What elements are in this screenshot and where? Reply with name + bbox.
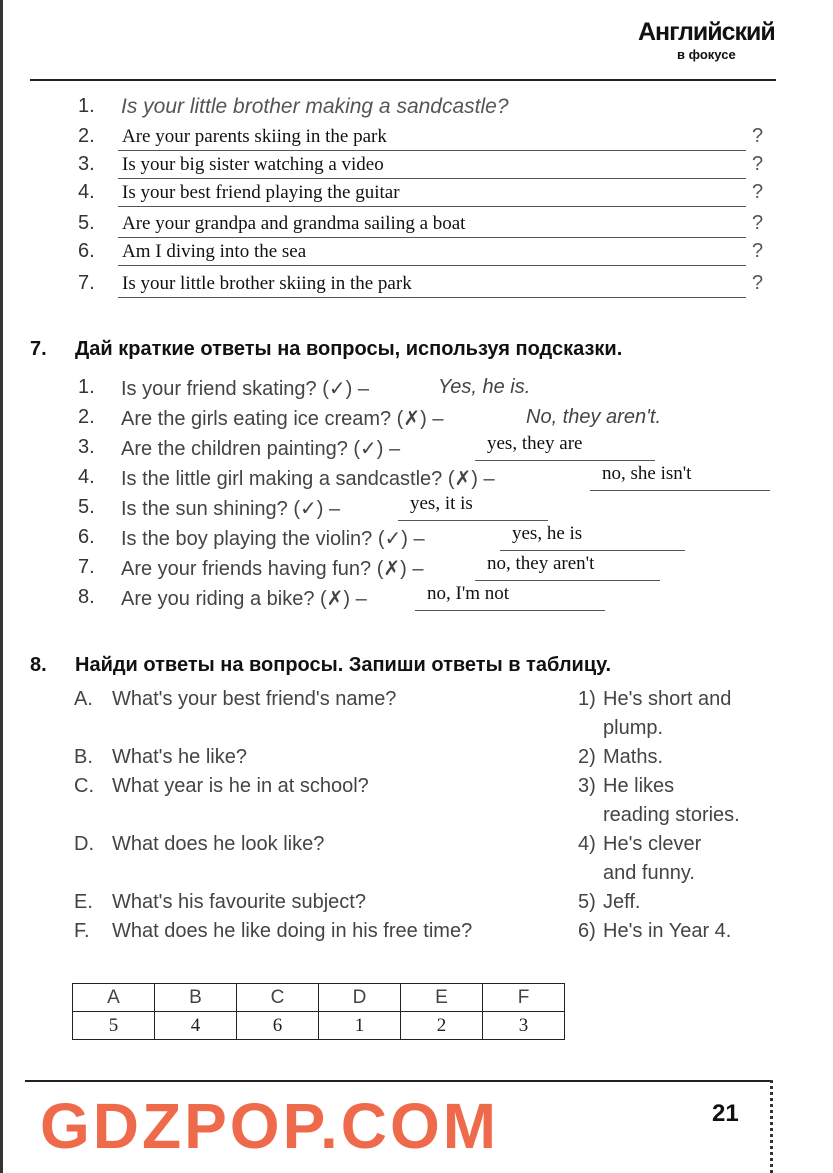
question-text: What's his favourite subject?: [112, 891, 366, 913]
answer-number: 5): [578, 891, 596, 913]
question-text: Are you riding a bike? (✗) –: [121, 588, 367, 610]
question-text: What does he look like?: [112, 833, 325, 855]
question-letter: E.: [74, 891, 93, 913]
logo-subtitle: в фокусе: [677, 47, 736, 62]
example-answer: No, they aren't.: [526, 406, 661, 428]
answer-line[interactable]: [475, 460, 655, 461]
table-answer-cell[interactable]: 2: [401, 1012, 483, 1040]
written-answer: no, they aren't: [487, 553, 595, 574]
table-answer-cell[interactable]: 6: [237, 1012, 319, 1040]
answer-line[interactable]: [415, 610, 605, 611]
written-question: Is your big sister watching a video: [122, 154, 384, 175]
item-number: 2.: [78, 406, 95, 428]
answer-text: Maths.: [603, 746, 664, 768]
answer-text-cont: reading stories.: [603, 804, 740, 826]
question-mark: ?: [752, 181, 764, 203]
table-answer-cell[interactable]: 1: [319, 1012, 401, 1040]
exercise-7-number: 7.: [30, 338, 47, 360]
exercise-8-title: Найди ответы на вопросы. Запиши ответы в таблицу.: [75, 654, 612, 676]
answer-number: 1): [578, 688, 596, 710]
written-question: Am I diving into the sea: [122, 241, 307, 262]
item-number: 8.: [78, 586, 95, 608]
answer-text: He likes: [603, 775, 675, 797]
cut-line: [770, 1080, 773, 1173]
item-number: 2.: [78, 125, 95, 147]
logo: [638, 18, 775, 62]
answer-number: 6): [578, 920, 596, 942]
answer-line[interactable]: [118, 150, 746, 151]
answer-text: He's short and: [603, 688, 732, 710]
written-answer: yes, he is: [512, 523, 583, 544]
answer-line[interactable]: [118, 178, 746, 179]
answer-line[interactable]: [590, 490, 770, 491]
answer-line[interactable]: [118, 206, 746, 207]
footer-rule: [25, 1080, 770, 1082]
logo-title: Английский: [638, 18, 775, 46]
item-number: 7.: [78, 272, 95, 294]
table-answer-cell[interactable]: 5: [73, 1012, 155, 1040]
table-header-cell: B: [155, 984, 237, 1012]
question-text: Is the boy playing the violin? (✓) –: [121, 528, 425, 550]
example-question: Is your little brother making a sandcastle?: [121, 95, 509, 118]
item-number: 5.: [78, 212, 95, 234]
question-letter: C.: [74, 775, 94, 797]
answer-line[interactable]: [118, 297, 746, 298]
question-letter: F.: [74, 920, 90, 942]
table-header-cell: F: [483, 984, 565, 1012]
exercise-7-title: Дай краткие ответы на вопросы, используя подсказки.: [75, 338, 623, 360]
answer-number: 3): [578, 775, 596, 797]
item-number: 7.: [78, 556, 95, 578]
header-rule: [30, 79, 776, 81]
question-text: Is your friend skating? (✓) –: [121, 378, 369, 400]
question-text: What year is he in at school?: [112, 775, 369, 797]
written-question: Are your grandpa and grandma sailing a boat: [122, 213, 466, 234]
question-mark: ?: [752, 125, 764, 147]
question-text: Are your friends having fun? (✗) –: [121, 558, 424, 580]
question-text: What's your best friend's name?: [112, 688, 397, 710]
item-number: 3.: [78, 436, 95, 458]
item-number: 3.: [78, 153, 95, 175]
table-header-cell: A: [73, 984, 155, 1012]
question-text: Is the sun shining? (✓) –: [121, 498, 341, 520]
item-number: 4.: [78, 181, 95, 203]
answer-line[interactable]: [118, 265, 746, 266]
question-mark: ?: [752, 153, 764, 175]
question-text: What's he like?: [112, 746, 247, 768]
page-number: 21: [712, 1100, 739, 1127]
item-number: 1.: [78, 95, 95, 117]
table-header-cell: C: [237, 984, 319, 1012]
answer-text: He's in Year 4.: [603, 920, 732, 942]
written-answer: no, she isn't: [602, 463, 692, 484]
left-border: [0, 0, 3, 1173]
answer-line[interactable]: [475, 580, 660, 581]
answer-text: Jeff.: [603, 891, 641, 913]
answer-line[interactable]: [118, 237, 746, 238]
table-answer-cell[interactable]: 3: [483, 1012, 565, 1040]
written-question: Are your parents skiing in the park: [122, 126, 387, 147]
question-text: Are the children painting? (✓) –: [121, 438, 401, 460]
question-letter: A.: [74, 688, 93, 710]
question-mark: ?: [752, 240, 764, 262]
question-text: Are the girls eating ice cream? (✗) –: [121, 408, 444, 430]
question-letter: D.: [74, 833, 94, 855]
answer-line[interactable]: [398, 520, 548, 521]
answer-number: 2): [578, 746, 596, 768]
question-mark: ?: [752, 212, 764, 234]
item-number: 5.: [78, 496, 95, 518]
table-header-cell: D: [319, 984, 401, 1012]
answer-table: [72, 983, 565, 1040]
watermark: GDZPOP.COM: [40, 1090, 500, 1162]
example-answer: Yes, he is.: [438, 376, 531, 398]
written-answer: yes, it is: [410, 493, 473, 514]
exercise-8-number: 8.: [30, 654, 47, 676]
item-number: 1.: [78, 376, 95, 398]
answer-text-cont: and funny.: [603, 862, 695, 884]
written-answer: no, I'm not: [427, 583, 510, 604]
table-answer-cell[interactable]: 4: [155, 1012, 237, 1040]
answer-text: He's clever: [603, 833, 702, 855]
answer-number: 4): [578, 833, 596, 855]
written-answer: yes, they are: [487, 433, 583, 454]
question-text: What does he like doing in his free time?: [112, 920, 473, 942]
written-question: Is your best friend playing the guitar: [122, 182, 400, 203]
item-number: 6.: [78, 240, 95, 262]
item-number: 4.: [78, 466, 95, 488]
table-header-cell: E: [401, 984, 483, 1012]
item-number: 6.: [78, 526, 95, 548]
question-letter: B.: [74, 746, 93, 768]
written-question: Is your little brother skiing in the park: [122, 273, 412, 294]
question-mark: ?: [752, 272, 764, 294]
answer-text-cont: plump.: [603, 717, 664, 739]
answer-line[interactable]: [500, 550, 685, 551]
question-text: Is the little girl making a sandcastle? (✗) –: [121, 468, 495, 490]
